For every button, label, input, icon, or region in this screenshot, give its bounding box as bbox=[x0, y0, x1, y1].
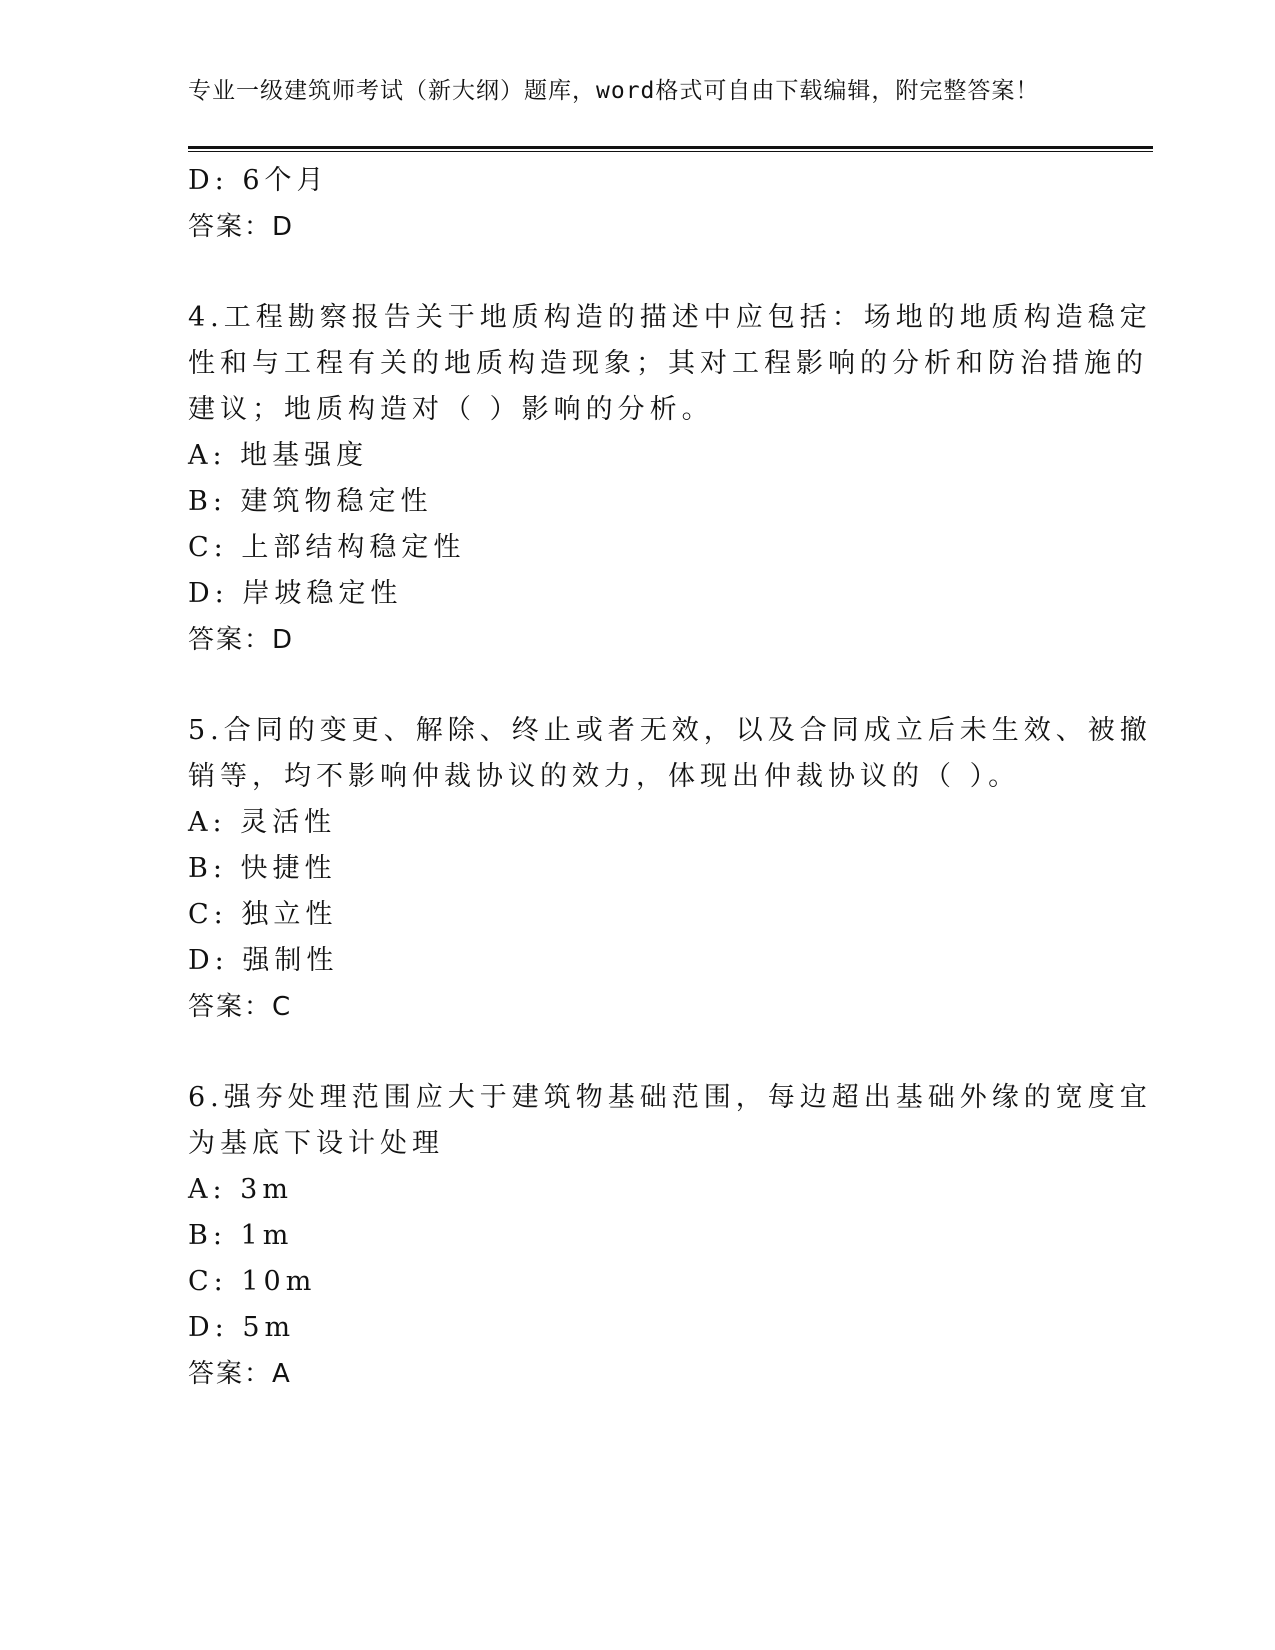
option-d: D: 强制性 bbox=[188, 945, 339, 976]
option-d: D: 岸坡稳定性 bbox=[188, 578, 403, 609]
question-block bbox=[188, 295, 1152, 663]
document-body bbox=[188, 158, 1152, 1397]
header-rule-thin bbox=[188, 151, 1153, 152]
question-block bbox=[188, 1075, 1152, 1397]
question-text: 建议；地质构造对（ ）影响的分析。 bbox=[188, 394, 714, 425]
option-a: A: 地基强度 bbox=[188, 440, 369, 471]
question-text: 4.工程勘察报告关于地质构造的描述中应包括：场地的地质构造稳定 bbox=[188, 302, 1152, 333]
spacer bbox=[188, 663, 1058, 708]
answer: 答案：A bbox=[188, 1359, 292, 1389]
option-b: B: 快捷性 bbox=[188, 853, 337, 884]
page-header: 专业一级建筑师考试（新大纲）题库，word格式可自由下载编辑，附完整答案！ bbox=[188, 78, 1040, 104]
question-block bbox=[188, 708, 1152, 1030]
option-c: C: 上部结构稳定性 bbox=[188, 532, 466, 563]
option-d: D: 6个月 bbox=[188, 165, 329, 196]
option-c: C: 10m bbox=[188, 1266, 317, 1297]
option-a: A: 3m bbox=[188, 1174, 293, 1205]
question-text: 6.强夯处理范围应大于建筑物基础范围，每边超出基础外缘的宽度宜 bbox=[188, 1082, 1152, 1113]
option-a: A: 灵活性 bbox=[188, 807, 337, 838]
question-text: 为基底下设计处理 bbox=[188, 1128, 444, 1159]
option-b: B: 1m bbox=[188, 1220, 294, 1251]
option-c: C: 独立性 bbox=[188, 899, 338, 930]
spacer bbox=[188, 250, 1058, 295]
answer: 答案：D bbox=[188, 625, 295, 655]
question-text: 销等，均不影响仲裁协议的效力，体现出仲裁协议的（ ）。 bbox=[188, 761, 1021, 792]
answer: 答案：C bbox=[188, 992, 293, 1022]
question-text: 性和与工程有关的地质构造现象；其对工程影响的分析和防治措施的 bbox=[188, 348, 1148, 379]
header-rule-thick bbox=[188, 146, 1153, 149]
question-text: 5.合同的变更、解除、终止或者无效，以及合同成立后未生效、被撤 bbox=[188, 715, 1152, 746]
option-d: D: 5m bbox=[188, 1312, 296, 1343]
option-b: B: 建筑物稳定性 bbox=[188, 486, 433, 517]
answer: 答案：D bbox=[188, 212, 295, 242]
spacer bbox=[188, 1030, 1058, 1075]
